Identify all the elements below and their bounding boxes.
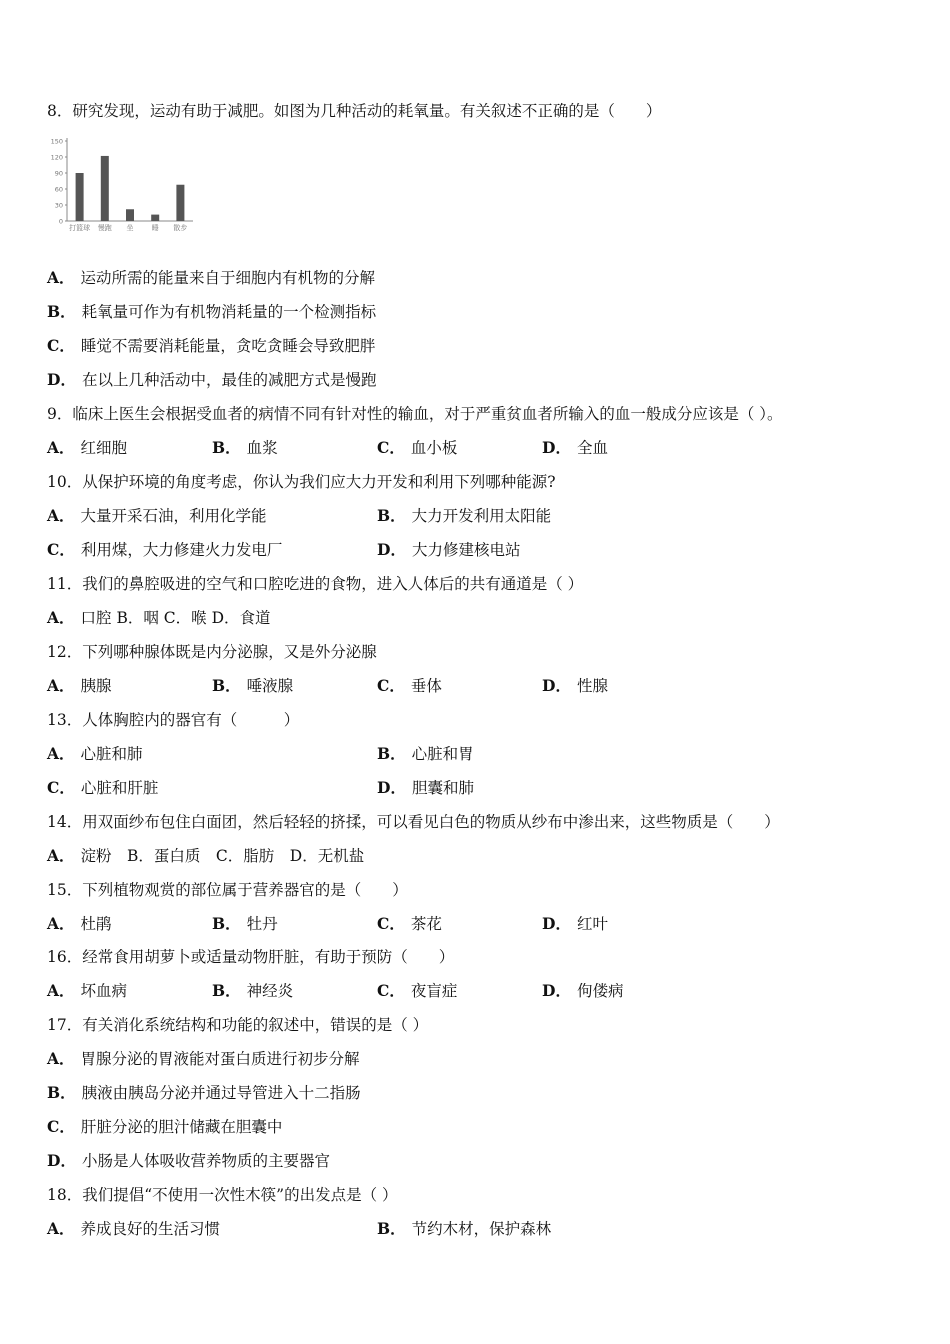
question-number: 12． [47, 643, 83, 661]
question-10-option-d: D． 大力修建核电站 [377, 540, 521, 559]
x-tick-label: 慢跑 [97, 224, 112, 232]
question-text: 从保护环境的角度考虑，你认为我们应大力开发和利用下列哪种能源? [82, 473, 556, 491]
question-number: 11． [47, 575, 83, 593]
question-15-option-d: D． 红叶 [542, 914, 608, 933]
question-11-options: A． 口腔 B．咽 C．喉 D．食道 [47, 608, 271, 627]
question-text: 我们的鼻腔吸进的空气和口腔吃进的食物，进入人体后的共有通道是（ ） [82, 575, 584, 593]
question-text: 临床上医生会根据受血者的病情不同有针对性的输血，对于严重贫血者所输入的血一般成分应该是（ ）。 [72, 405, 783, 423]
question-16-option-a: A． 坏血病 [47, 981, 128, 1000]
question-text: 我们提倡“不使用一次性木筷”的出发点是（ ） [82, 1186, 398, 1204]
question-13-option-c: C． 心脏和肝脏 [47, 778, 159, 797]
question-number: 14． [47, 813, 83, 831]
question-13-option-a: A． 心脏和肺 [47, 744, 143, 763]
question-8-option-d: D． 在以上几种活动中，最佳的减肥方式是慢跑 [47, 370, 377, 389]
question-17-stem [47, 1015, 428, 1035]
question-9-option-c: C． 血小板 [377, 438, 458, 457]
question-15-option-c: C． 茶花 [377, 914, 442, 933]
question-17-option-b: B． 胰液由胰岛分泌并通过导管进入十二指肠 [47, 1083, 361, 1102]
question-number: 18． [47, 1186, 83, 1204]
question-17-option-a: A． 胃腺分泌的胃液能对蛋白质进行初步分解 [47, 1049, 360, 1068]
question-number: 9． [47, 405, 73, 423]
question-9-option-d: D． 全血 [542, 438, 608, 457]
question-text: 下列植物观赏的部位属于营养器官的是（ ） [82, 881, 408, 899]
chart-plot [51, 138, 193, 233]
question-13-option-d: D． 胆囊和肺 [377, 778, 474, 797]
question-13-stem [47, 710, 299, 730]
question-10-option-a: A． 大量开采石油，利用化学能 [47, 506, 267, 525]
question-15-stem [47, 880, 408, 900]
question-18-option-a: A． 养成良好的生活习惯 [47, 1219, 221, 1238]
question-text: 有关消化系统结构和功能的叙述中，错误的是（ ） [82, 1016, 429, 1034]
question-10-option-c: C． 利用煤，大力修建火力发电厂 [47, 540, 283, 559]
bar [101, 156, 109, 221]
question-18-option-b: B． 节约木材，保护森林 [377, 1219, 552, 1238]
question-number: 13． [47, 711, 83, 729]
question-text: 人体胸腔内的器官有（ ） [82, 711, 300, 729]
y-tick-label: 90 [54, 169, 63, 178]
question-16-option-d: D． 佝偻病 [542, 981, 624, 1000]
y-tick-label: 30 [54, 201, 63, 210]
question-11-stem [47, 574, 583, 594]
question-number: 17． [47, 1016, 83, 1034]
question-13-option-b: B． 心脏和胃 [377, 744, 474, 763]
bar [126, 209, 134, 221]
question-text: 经常食用胡萝卜或适量动物肝脏，有助于预防（ ） [82, 948, 455, 966]
question-12-stem [47, 642, 377, 662]
question-8-option-a: A． 运动所需的能量来自于细胞内有机物的分解 [47, 268, 376, 287]
question-9-option-b: B． 血浆 [212, 438, 278, 457]
question-15-option-a: A． 杜鹃 [47, 914, 112, 933]
question-8-stem [47, 101, 661, 121]
question-number: 8． [47, 102, 73, 120]
question-number: 10． [47, 473, 83, 491]
question-text: 下列哪种腺体既是内分泌腺，又是外分泌腺 [82, 643, 377, 661]
question-12-option-b: B． 唾液腺 [212, 676, 294, 695]
question-9-stem [47, 404, 783, 424]
question-16-option-b: B． 神经炎 [212, 981, 294, 1000]
question-12-option-d: D． 性腺 [542, 676, 608, 695]
question-17-option-c: C． 肝脏分泌的胆汁储藏在胆囊中 [47, 1117, 283, 1136]
question-9-option-a: A． 红细胞 [47, 438, 128, 457]
question-14-stem [47, 812, 780, 832]
y-tick-label: 150 [50, 137, 63, 146]
oxygen-consumption-chart [45, 133, 205, 238]
x-tick-label: 打篮球 [69, 224, 91, 232]
x-tick-label: 睡 [151, 224, 159, 232]
question-text: 用双面纱布包住白面团，然后轻轻的挤揉，可以看见白色的物质从纱布中渗出来，这些物质是（ ） [82, 813, 780, 831]
bar [151, 215, 159, 221]
y-tick-label: 120 [50, 153, 63, 162]
question-15-option-b: B． 牡丹 [212, 914, 278, 933]
question-16-option-c: C． 夜盲症 [377, 981, 458, 1000]
question-number: 15． [47, 881, 83, 899]
question-16-stem [47, 947, 454, 967]
question-12-option-a: A． 胰腺 [47, 676, 112, 695]
x-tick-label: 散步 [173, 224, 188, 232]
question-14-options: A． 淀粉 B．蛋白质 C．脂肪 D．无机盐 [47, 846, 365, 865]
question-12-option-c: C． 垂体 [377, 676, 442, 695]
question-10-stem [47, 472, 556, 492]
x-tick-label: 坐 [126, 224, 134, 232]
y-tick-label: 60 [54, 185, 63, 194]
question-number: 16． [47, 948, 83, 966]
bar [176, 185, 184, 221]
y-tick-label: 0 [58, 217, 63, 226]
question-8-option-b: B． 耗氧量可作为有机物消耗量的一个检测指标 [47, 302, 377, 321]
question-text: 研究发现，运动有助于减肥。如图为几种活动的耗氧量。有关叙述不正确的是（ ） [72, 102, 662, 120]
bar [76, 173, 84, 221]
question-18-stem [47, 1185, 398, 1205]
question-8-option-c: C． 睡觉不需要消耗能量，贪吃贪睡会导致肥胖 [47, 336, 376, 355]
question-17-option-d: D． 小肠是人体吸收营养物质的主要器官 [47, 1151, 330, 1170]
question-10-option-b: B． 大力开发利用太阳能 [377, 506, 552, 525]
